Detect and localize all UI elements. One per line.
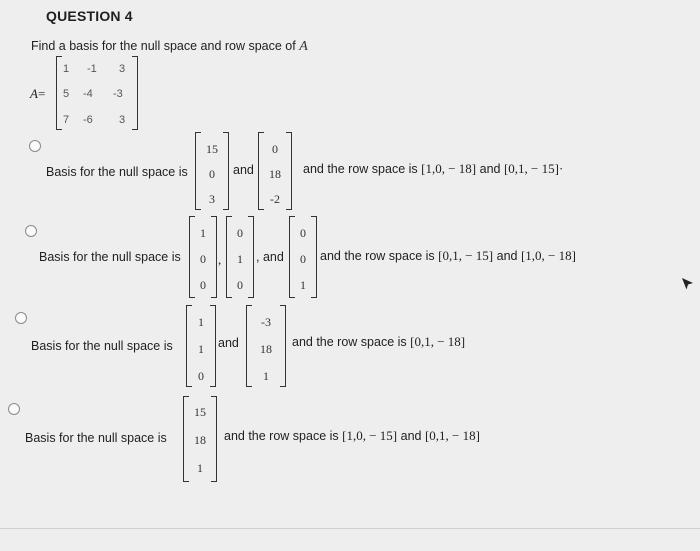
vector-entry: 1 — [197, 461, 203, 475]
matrix-a-cell: 1 — [63, 63, 70, 75]
vector-entry: 0 — [237, 278, 243, 292]
vector-entry: 1 — [263, 369, 269, 383]
row-and: and — [479, 162, 501, 176]
option-2-vector-2 — [226, 216, 254, 298]
option-2-separator: , and — [256, 250, 284, 264]
row-vector-2: [0,1, − 15] — [503, 161, 559, 176]
vector-entry: -2 — [270, 192, 280, 206]
row-vector-2: [1,0, − 18] — [520, 248, 576, 263]
row-vector-1: [0,1, − 18] — [410, 334, 466, 349]
option-4-vector-1 — [183, 396, 217, 482]
option-2-separator: , — [218, 252, 222, 267]
matrix-a-cell: 3 — [119, 114, 126, 126]
row-vector-1: [1,0, − 15] — [342, 428, 398, 443]
vector-entry: 1 — [200, 226, 206, 240]
question-prompt — [31, 39, 308, 55]
question-prompt-text: Find a basis for the null space and row space of — [31, 39, 296, 53]
vector-entry: 15 — [206, 142, 218, 156]
row-and: and — [400, 429, 422, 443]
option-4-radio[interactable] — [8, 403, 20, 415]
matrix-a-cell: -3 — [113, 88, 123, 100]
row-vector-2: [0,1, − 18] — [424, 428, 480, 443]
vector-entry: 1 — [300, 278, 306, 292]
vector-entry: 0 — [237, 226, 243, 240]
option-1-separator: and — [233, 163, 254, 177]
row-label: and the row space is — [224, 429, 339, 443]
row-label: and the row space is — [292, 335, 407, 349]
option-3-null-label: Basis for the null space is — [31, 339, 173, 353]
matrix-a-cell: -1 — [87, 63, 97, 75]
vector-entry: -3 — [261, 315, 271, 329]
option-4-null-label: Basis for the null space is — [25, 431, 167, 445]
row-end: · — [558, 161, 564, 176]
row-and: and — [496, 249, 518, 263]
footer-divider — [0, 528, 700, 529]
option-1-radio[interactable] — [29, 140, 41, 152]
matrix-a-cell: -6 — [83, 114, 93, 126]
matrix-a-cell: 7 — [63, 114, 70, 126]
matrix-a — [56, 56, 138, 130]
vector-entry: 18 — [269, 167, 281, 181]
row-label: and the row space is — [303, 162, 418, 176]
matrix-label — [30, 86, 45, 102]
option-4-row-label — [224, 428, 480, 444]
vector-entry: 0 — [300, 226, 306, 240]
vector-entry: 15 — [194, 405, 206, 419]
vector-entry: 1 — [198, 342, 204, 356]
vector-entry: 0 — [272, 142, 278, 156]
option-2-vector-3 — [289, 216, 317, 298]
option-2-vector-1 — [189, 216, 217, 298]
matrix-equals: = — [37, 86, 46, 101]
vector-entry: 3 — [209, 192, 215, 206]
mouse-pointer-icon — [681, 277, 695, 291]
row-vector-1: [1,0, − 18] — [421, 161, 477, 176]
option-1-vector-1 — [195, 132, 229, 210]
row-label: and the row space is — [320, 249, 435, 263]
vector-entry: 0 — [200, 252, 206, 266]
matrix-name: A — [299, 39, 308, 54]
vector-entry: 1 — [198, 315, 204, 329]
row-vector-1: [0,1, − 15] — [438, 248, 494, 263]
option-1-null-label: Basis for the null space is — [46, 165, 188, 179]
option-2-row-label — [320, 248, 576, 264]
option-1-vector-2 — [258, 132, 292, 210]
vector-entry: 0 — [200, 278, 206, 292]
option-3-separator: and — [218, 336, 239, 350]
option-3-row-label — [292, 334, 465, 350]
matrix-a-cell: 5 — [63, 88, 70, 100]
option-3-radio[interactable] — [15, 312, 27, 324]
option-3-vector-1 — [186, 305, 216, 387]
option-1-row-label — [303, 161, 563, 177]
vector-entry: 0 — [198, 369, 204, 383]
vector-entry: 0 — [300, 252, 306, 266]
vector-entry: 1 — [237, 252, 243, 266]
vector-entry: 18 — [260, 342, 272, 356]
option-2-null-label: Basis for the null space is — [39, 250, 181, 264]
vector-entry: 0 — [209, 167, 215, 181]
option-2-radio[interactable] — [25, 225, 37, 237]
question-title: QUESTION 4 — [46, 8, 133, 24]
matrix-label-var: A — [30, 86, 38, 101]
vector-entry: 18 — [194, 433, 206, 447]
option-3-vector-2 — [246, 305, 286, 387]
matrix-a-cell: -4 — [83, 88, 93, 100]
matrix-a-cell: 3 — [119, 63, 126, 75]
